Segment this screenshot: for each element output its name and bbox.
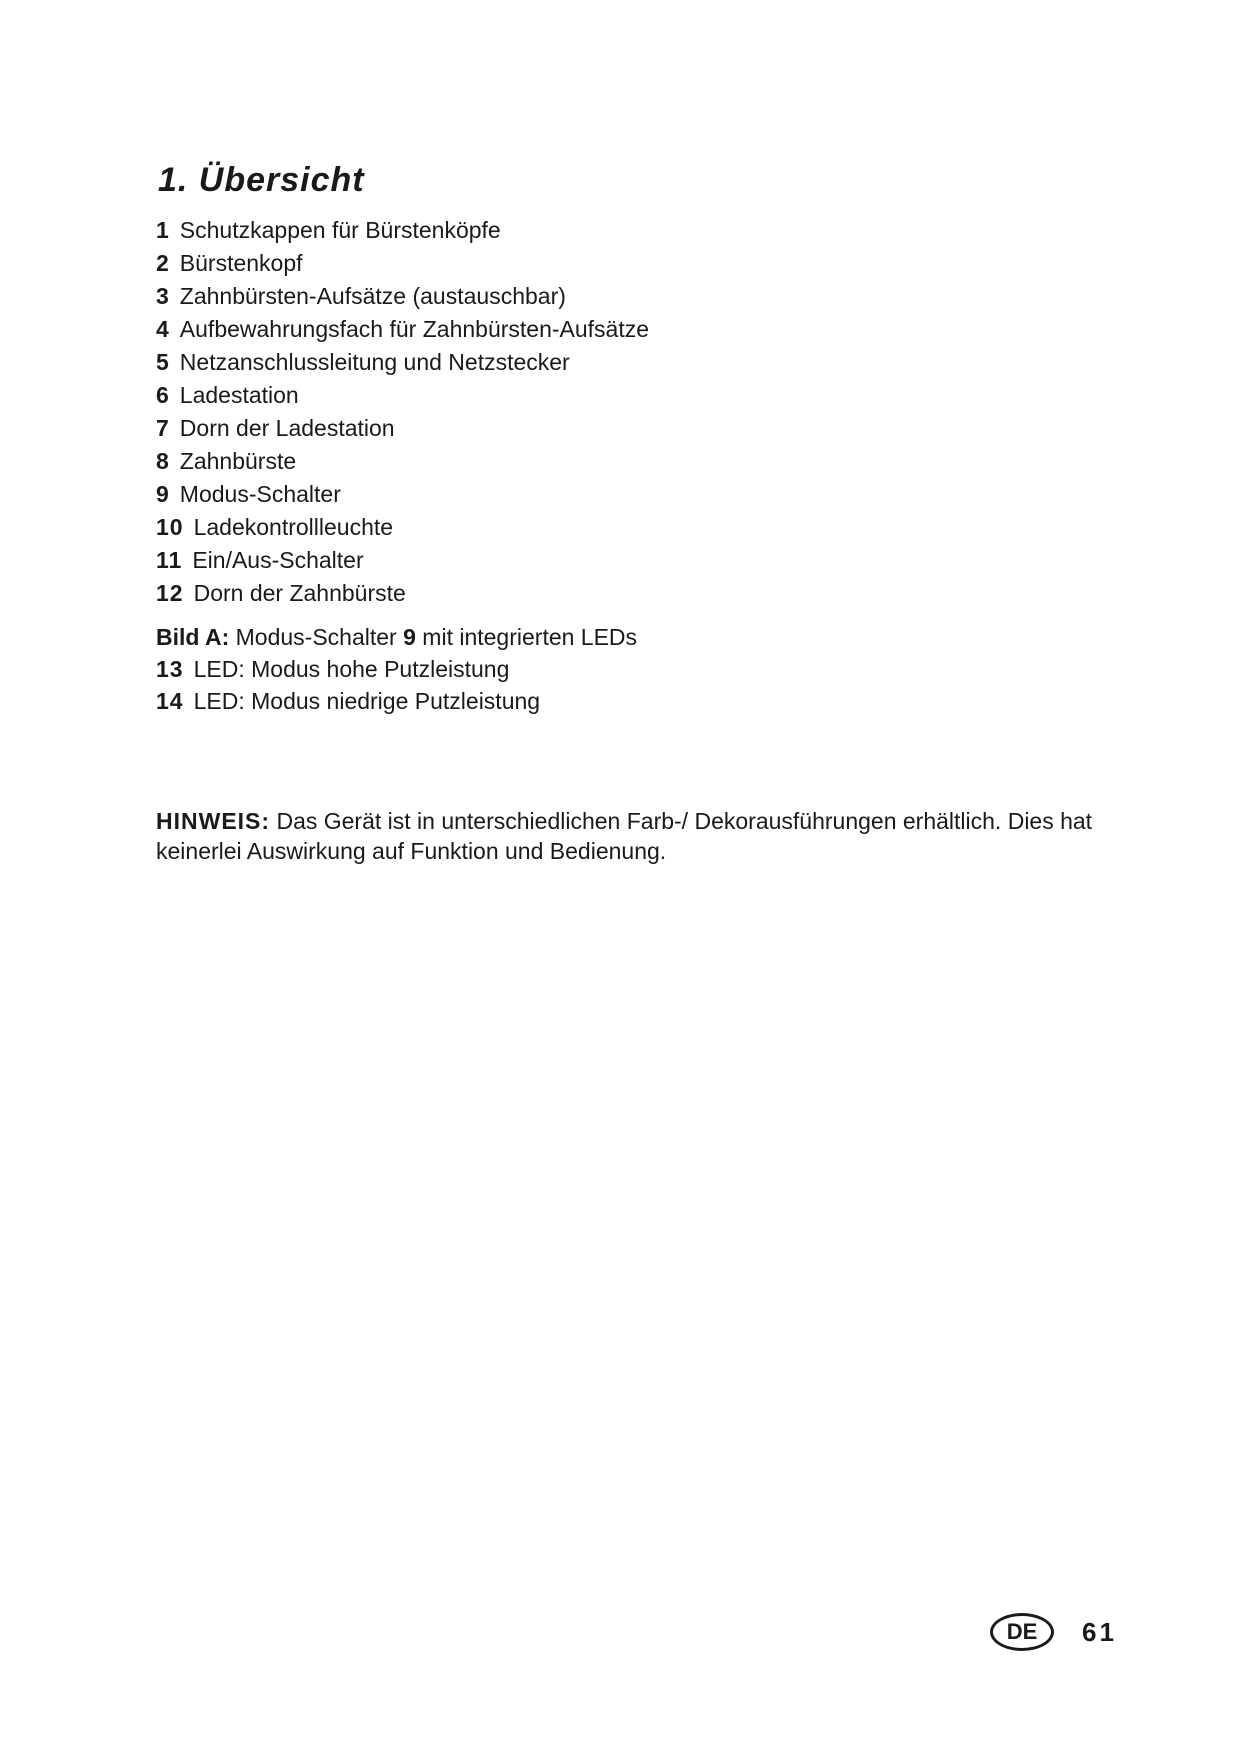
figure-text-after: mit integrierten LEDs xyxy=(422,624,638,650)
figure-ref: 9 xyxy=(403,624,416,650)
list-item xyxy=(156,346,649,379)
item-text: Netzanschlussleitung und Netzstecker xyxy=(179,349,570,375)
item-text: LED: Modus hohe Putzleistung xyxy=(193,656,510,682)
list-item xyxy=(156,544,649,577)
list-item xyxy=(156,412,649,445)
figure-text: Modus-Schalter xyxy=(235,624,397,650)
item-number: 10 xyxy=(156,514,184,540)
item-text: Zahnbürsten-Aufsätze (austauschbar) xyxy=(179,283,566,309)
item-text: Bürstenkopf xyxy=(179,250,303,276)
item-text: Dorn der Zahnbürste xyxy=(193,580,406,606)
note-label: HINWEIS: xyxy=(156,808,271,834)
note-paragraph xyxy=(156,806,1116,866)
item-text: Ein/Aus-Schalter xyxy=(192,547,364,573)
list-item xyxy=(156,478,649,511)
figure-label: Bild A: xyxy=(156,624,230,650)
item-number: 5 xyxy=(156,349,170,375)
item-text: Zahnbürste xyxy=(179,448,297,474)
figure-a-list xyxy=(156,621,637,717)
section-title: 1. Übersicht xyxy=(158,161,365,199)
item-text: Dorn der Ladestation xyxy=(179,415,395,441)
parts-list xyxy=(156,214,649,610)
item-number: 1 xyxy=(156,217,170,243)
item-text: Ladestation xyxy=(179,382,299,408)
figure-a-caption xyxy=(156,621,637,653)
note-text: Das Gerät ist in unterschiedlichen Farb-/ Dekorausführungen erhältlich. Dies hat keinerlei Auswirkung auf Funktion und Bedienung. xyxy=(156,808,1093,864)
item-text: LED: Modus niedrige Putzleistung xyxy=(193,688,541,714)
list-item xyxy=(156,247,649,280)
item-number: 3 xyxy=(156,283,170,309)
item-number: 11 xyxy=(156,547,183,573)
list-item xyxy=(156,280,649,313)
item-number: 4 xyxy=(156,316,170,342)
item-number: 14 xyxy=(156,688,184,714)
page-number: 61 xyxy=(1082,1616,1117,1647)
item-text: Modus-Schalter xyxy=(179,481,341,507)
item-number: 2 xyxy=(156,250,170,276)
item-number: 6 xyxy=(156,382,170,408)
item-number: 8 xyxy=(156,448,170,474)
list-item xyxy=(156,445,649,478)
language-badge: DE xyxy=(990,1613,1054,1651)
item-number: 12 xyxy=(156,580,184,606)
item-number: 9 xyxy=(156,481,170,507)
list-item xyxy=(156,653,637,685)
list-item xyxy=(156,577,649,610)
list-item xyxy=(156,214,649,247)
item-text: Aufbewahrungsfach für Zahnbürsten-Aufsätze xyxy=(179,316,650,342)
list-item xyxy=(156,313,649,346)
item-number: 13 xyxy=(156,656,184,682)
item-text: Schutzkappen für Bürstenköpfe xyxy=(179,217,501,243)
list-item xyxy=(156,379,649,412)
page-footer xyxy=(990,1612,1117,1652)
list-item xyxy=(156,511,649,544)
item-number: 7 xyxy=(156,415,170,441)
list-item xyxy=(156,685,637,717)
item-text: Ladekontrollleuchte xyxy=(193,514,394,540)
